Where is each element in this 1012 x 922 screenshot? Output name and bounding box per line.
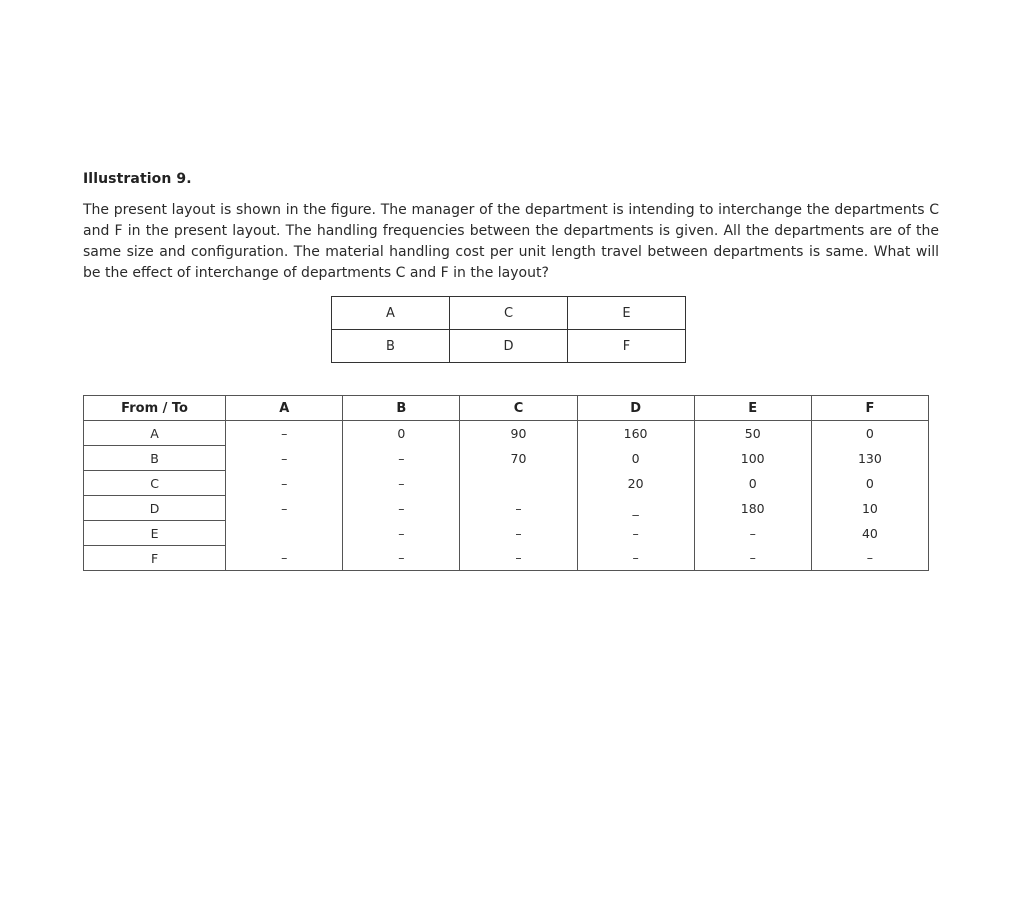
layout-cell: F — [568, 330, 686, 363]
row-label: A — [84, 421, 226, 446]
department-layout-grid — [331, 296, 686, 363]
table-cell: 20 — [577, 471, 694, 496]
table-cell: – — [577, 546, 694, 571]
handling-frequency-table — [83, 395, 929, 571]
table-cell: 10 — [811, 496, 928, 521]
column-header: B — [343, 396, 460, 421]
table-cell: – — [343, 496, 460, 521]
table-row — [84, 546, 929, 571]
layout-cell: B — [332, 330, 450, 363]
table-cell: – — [343, 546, 460, 571]
table-cell: 130 — [811, 446, 928, 471]
row-label: B — [84, 446, 226, 471]
table-cell: – — [226, 446, 343, 471]
table-cell — [226, 521, 343, 546]
table-cell: – — [460, 546, 577, 571]
table-cell — [460, 471, 577, 496]
table-cell: 70 — [460, 446, 577, 471]
row-label: E — [84, 521, 226, 546]
table-cell: – — [343, 521, 460, 546]
row-label: F — [84, 546, 226, 571]
table-cell: 50 — [694, 421, 811, 446]
column-header: From / To — [84, 396, 226, 421]
column-header: D — [577, 396, 694, 421]
table-cell: _ — [577, 496, 694, 521]
table-row — [84, 496, 929, 521]
table-row — [84, 521, 929, 546]
table-cell: – — [460, 496, 577, 521]
table-row — [84, 471, 929, 496]
column-header: C — [460, 396, 577, 421]
table-header-row — [84, 396, 929, 421]
layout-cell: A — [332, 297, 450, 330]
layout-row — [332, 330, 686, 363]
layout-cell: D — [450, 330, 568, 363]
table-cell: 0 — [694, 471, 811, 496]
row-label: C — [84, 471, 226, 496]
layout-cell: C — [450, 297, 568, 330]
table-cell: 180 — [694, 496, 811, 521]
table-cell: – — [226, 471, 343, 496]
table-cell: – — [226, 496, 343, 521]
problem-statement: The present layout is shown in the figure. The manager of the department is intending to interchange the departments C and F in the present layout. The handling frequencies between the departments is given. All the departments are of the same size and configuration. The material handling cost per unit length travel between departments is same. What will be the effect of interchange of departments C and F in the layout? — [83, 202, 939, 281]
column-header: A — [226, 396, 343, 421]
column-header: F — [811, 396, 928, 421]
table-row — [84, 421, 929, 446]
illustration-heading: Illustration 9. — [83, 171, 192, 187]
table-cell: – — [226, 421, 343, 446]
table-cell: 160 — [577, 421, 694, 446]
table-cell: 0 — [811, 471, 928, 496]
table-cell: 100 — [694, 446, 811, 471]
table-cell: – — [577, 521, 694, 546]
table-cell: – — [343, 446, 460, 471]
table-cell: 0 — [343, 421, 460, 446]
table-cell: – — [460, 521, 577, 546]
column-header: E — [694, 396, 811, 421]
row-label: D — [84, 496, 226, 521]
table-cell: – — [226, 546, 343, 571]
table-cell: – — [811, 546, 928, 571]
layout-cell: E — [568, 297, 686, 330]
table-cell: 0 — [577, 446, 694, 471]
table-cell: 40 — [811, 521, 928, 546]
table-cell: – — [694, 521, 811, 546]
layout-row — [332, 297, 686, 330]
table-cell: – — [694, 546, 811, 571]
table-row — [84, 446, 929, 471]
table-cell: – — [343, 471, 460, 496]
table-cell: 0 — [811, 421, 928, 446]
table-cell: 90 — [460, 421, 577, 446]
